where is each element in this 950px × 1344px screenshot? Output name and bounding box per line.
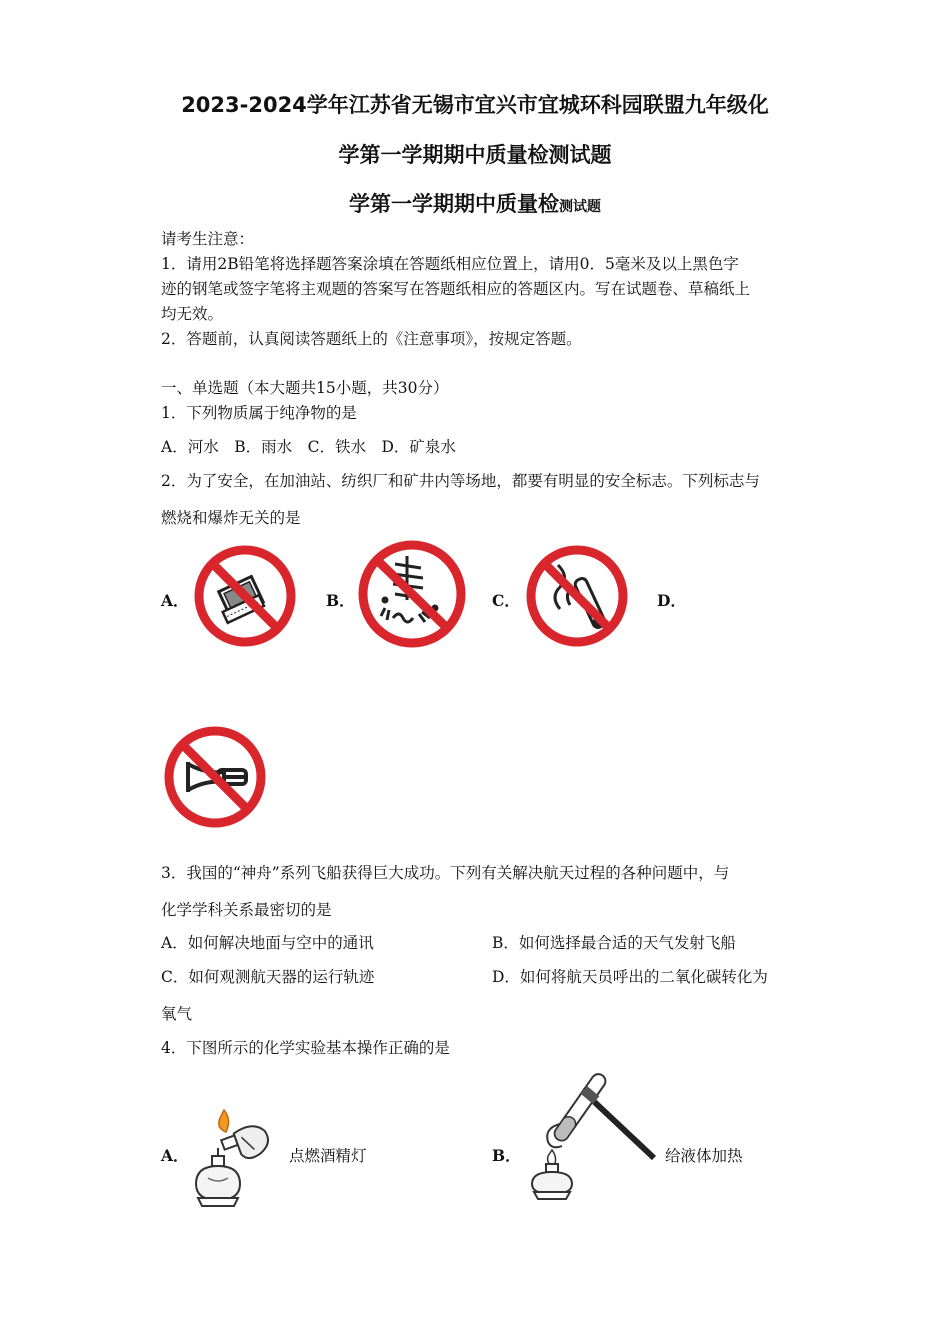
no-fireworks-icon [355,538,470,650]
title-line-3-main: 学第一学期期中质量检 [349,192,559,216]
q3-option-d-continued: 氧气 [161,1005,193,1023]
q2-stem-line-2: 燃烧和爆炸无关的是 [161,509,301,527]
title-line-3-small: 测试题 [559,199,601,215]
alcohol-lamp-lighting-icon [186,1102,286,1210]
title-line-2: 学第一学期期中质量检测试题 [338,143,612,167]
q1-stem: 1．下列物质属于纯净物的是 [161,404,357,422]
notice-item-1-line-3: 均无效。 [161,305,224,323]
section-heading: 一、单选题（本大题共15小题，共30分） [161,379,449,397]
notice-item-2: 2．答题前，认真阅读答题纸上的《注意事项》，按规定答题。 [161,330,582,348]
q4-label-a: A． [161,1146,189,1165]
notice-item-1-line-1: 1．请用2B铅笔将选择题答案涂填在答题纸相应位置上，请用0．5毫米及以上黑色字 [161,255,739,273]
q4-stem: 4．下图所示的化学实验基本操作正确的是 [161,1039,450,1057]
notice-item-1-line-2: 迹的钢笔或签字笔将主观题的答案写在答题纸相应的答题区内。写在试题卷、草稿纸上 [161,280,751,298]
q3-stem-line-1: 3．我国的“神舟”系列飞船获得巨大成功。下列有关解决航天过程的各种问题中，与 [161,864,730,882]
q2-label-b: B． [326,591,355,610]
q2-stem-line-1: 2．为了安全，在加油站、纺织厂和矿井内等场地，都要有明显的安全标志。下列标志与 [161,472,760,490]
q3-stem-line-2: 化学学科关系最密切的是 [161,901,332,919]
q4-caption-b: 给液体加热 [665,1147,743,1165]
q3-option-a: A．如何解决地面与空中的通讯 [161,934,374,952]
q4-label-b: B． [492,1146,521,1165]
q1-options: A．河水 B．雨水 C．铁水 D．矿泉水 [161,438,456,456]
q3-option-d: D．如何将航天员呼出的二氧化碳转化为 [492,968,768,986]
no-smoking-icon [522,543,632,649]
q3-option-b: B．如何选择最合适的天气发射飞船 [492,934,736,952]
no-matches-icon [190,543,300,649]
title-line-1: 2023-2024学年江苏省无锡市宜兴市宜城环科园联盟九年级化 [181,93,769,117]
test-tube-heating-icon [524,1072,660,1202]
notice-heading: 请考生注意： [161,230,255,248]
q2-label-d: D． [657,591,686,610]
q2-label-a: A． [161,591,189,610]
title-line-3 [0,188,950,218]
q2-label-c: C． [492,591,520,610]
q4-caption-a: 点燃酒精灯 [289,1147,367,1165]
q3-option-c: C．如何观测航天器的运行轨迹 [161,968,375,986]
no-horn-icon [162,724,268,830]
